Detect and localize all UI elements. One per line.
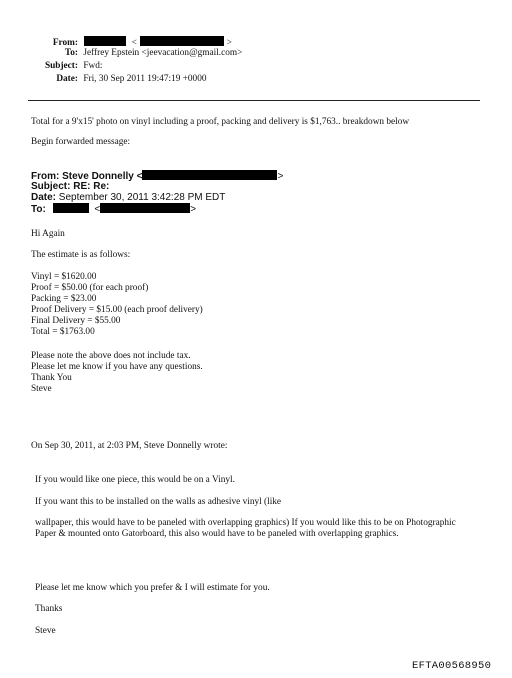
estimate-item: Packing = $23.00	[31, 294, 97, 304]
redacted-block	[100, 203, 190, 213]
header-to-row	[44, 48, 242, 59]
closing-line: Please let me know if you have any questions.	[31, 362, 203, 372]
greeting: Hi Again	[31, 229, 65, 239]
header-date-row	[44, 74, 207, 85]
quoted-paragraph: Please let me know which you prefer & I will estimate for you.	[35, 583, 270, 593]
gt-bracket: >	[277, 171, 284, 182]
estimate-item: Total = $1763.00	[31, 327, 95, 337]
header-date-value: Fri, 30 Sep 2011 19:47:19 +0000	[83, 74, 207, 84]
fwd-date-row	[31, 192, 225, 203]
estimate-item: Proof Delivery = $15.00 (each proof delivery)	[31, 305, 203, 315]
fwd-from-value: Steve Donnelly <	[62, 171, 143, 182]
gt-bracket: >	[190, 204, 197, 215]
gt-bracket: >	[226, 38, 232, 48]
estimate-item: Final Delivery = $55.00	[31, 316, 121, 326]
header-subject-row	[44, 61, 102, 72]
fwd-subject-value: RE: Re:	[73, 181, 110, 192]
header-divider	[28, 100, 480, 101]
fwd-subject-row	[31, 181, 109, 192]
fwd-to-row	[31, 203, 196, 215]
quoted-paragraph: If you would like one piece, this would be on a Vinyl.	[35, 475, 235, 485]
estimate-item: Proof = $50.00 (for each proof)	[31, 283, 149, 293]
lt-bracket: <	[131, 38, 137, 48]
redacted-block	[84, 36, 126, 46]
estimate-item: Vinyl = $1620.00	[31, 272, 97, 282]
header-to-label: To:	[64, 48, 78, 58]
quoted-signoff: Thanks	[35, 604, 63, 614]
estimate-intro: The estimate is as follows:	[31, 250, 131, 260]
closing-line: Thank You	[31, 373, 72, 383]
header-from-label: From:	[52, 38, 78, 48]
forwarded-label: Begin forwarded message:	[31, 137, 131, 147]
header-to-value: Jeffrey Epstein <jeevacation@gmail.com>	[83, 48, 243, 58]
quoted-attribution: On Sep 30, 2011, at 2:03 PM, Steve Donnelly wrote:	[31, 441, 228, 451]
redacted-block	[140, 36, 224, 46]
fwd-subject-label: Subject:	[31, 181, 71, 192]
bates-number: EFTA00568950	[412, 660, 492, 672]
fwd-date-label: Date:	[31, 192, 57, 203]
estimate-list	[31, 272, 203, 338]
quoted-signature: Steve	[35, 626, 56, 636]
quoted-paragraph: wallpaper, this would have to be paneled with overlapping graphics) If you would like this to be on Photographic Paper & mounted onto Gatorboard, this also would have to be paneled with overlapping graphics.	[35, 518, 456, 539]
header-subject-value: Fwd:	[83, 61, 103, 71]
message-closing	[31, 351, 203, 395]
fwd-date-value: September 30, 2011 3:42:28 PM EDT	[58, 192, 226, 203]
header-date-label: Date:	[56, 74, 78, 84]
fwd-to-label: To:	[31, 204, 46, 215]
lt-bracket: <	[94, 204, 101, 215]
closing-line: Please note the above does not include tax.	[31, 351, 191, 361]
intro-text: Total for a 9'x15' photo on vinyl including a proof, packing and delivery is $1,763.. breakdown below	[31, 117, 410, 127]
fwd-from-label: From:	[31, 171, 60, 182]
closing-line: Steve	[31, 384, 52, 394]
redacted-block	[142, 170, 277, 180]
quoted-paragraph: If you want this to be installed on the walls as adhesive vinyl (like	[35, 497, 282, 507]
header-subject-label: Subject:	[44, 61, 78, 71]
redacted-block	[53, 203, 89, 213]
